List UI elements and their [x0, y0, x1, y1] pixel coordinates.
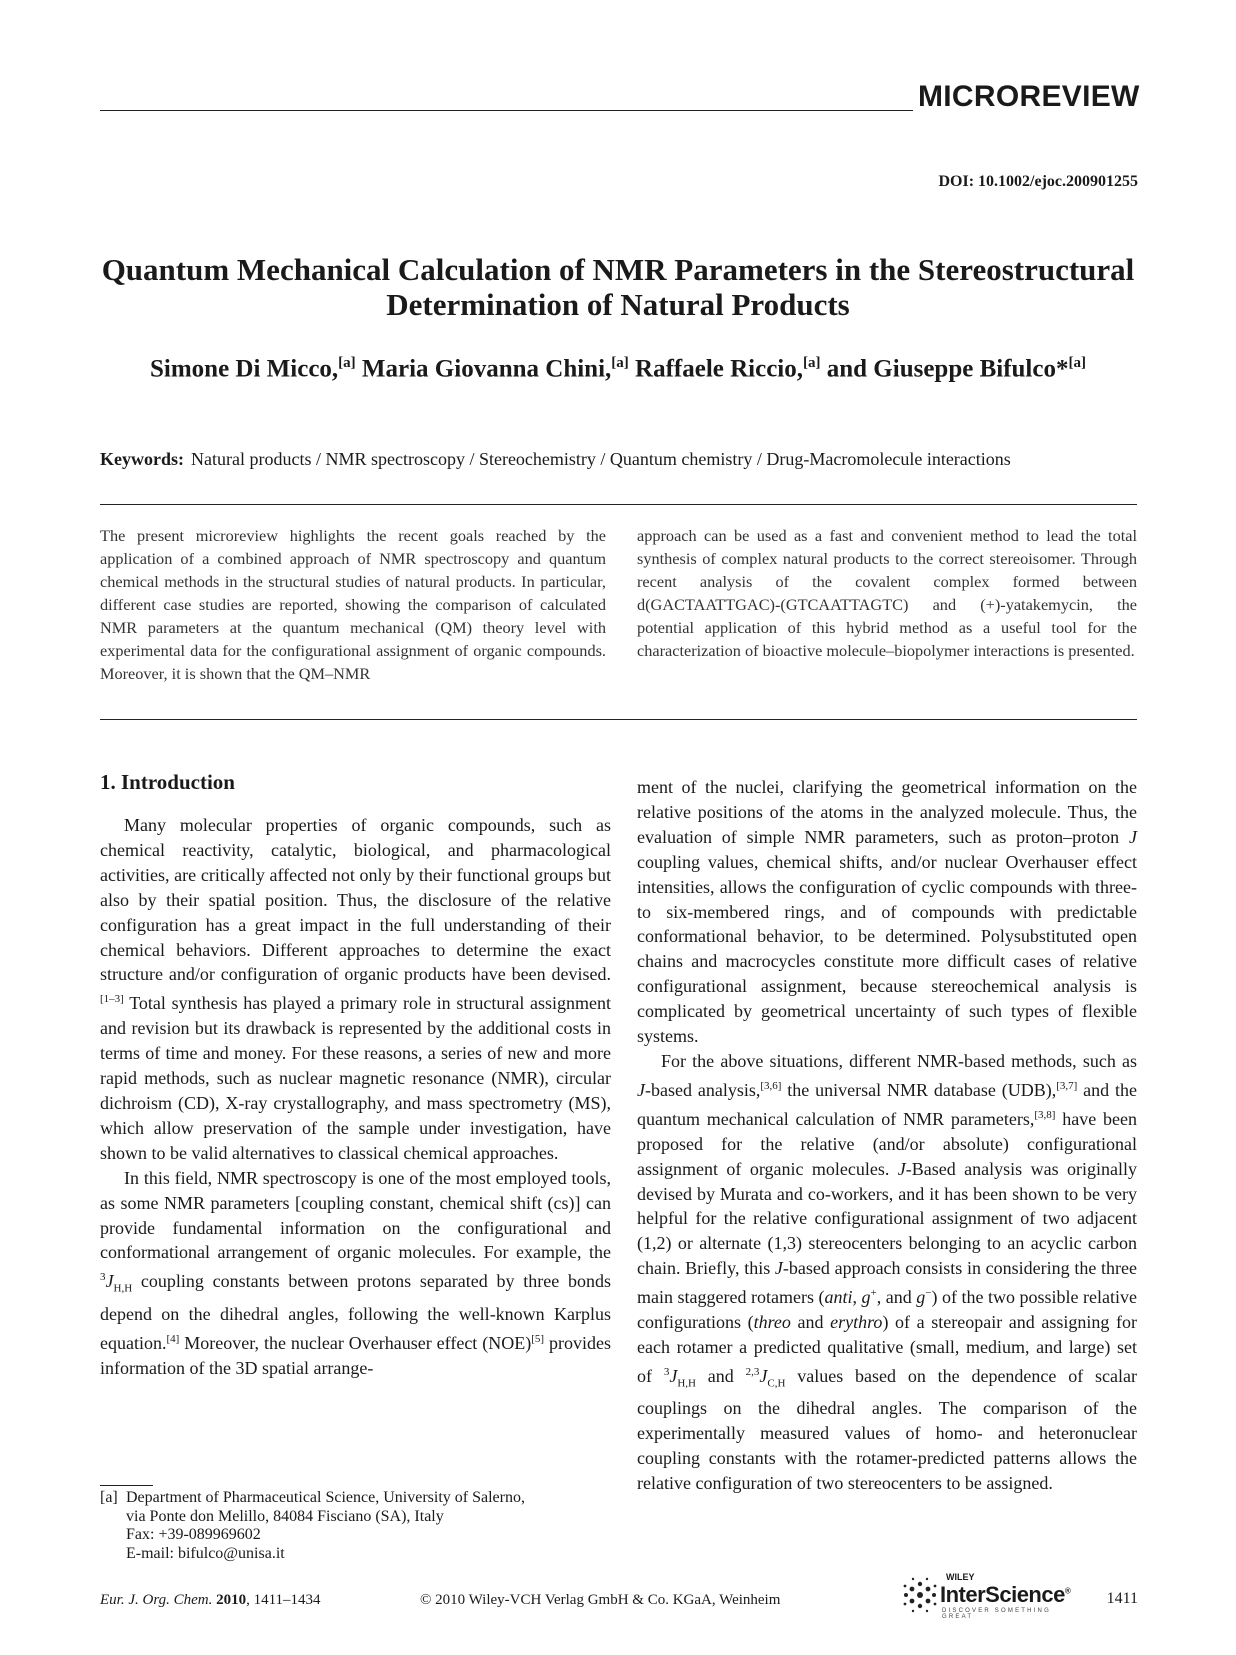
- section-heading: 1. Introduction: [100, 770, 235, 794]
- citation: [1–3]: [100, 993, 124, 1006]
- page-number: 1411: [1106, 1590, 1138, 1607]
- footer-copyright: © 2010 Wiley-VCH Verlag GmbH & Co. KGaA, Weinheim: [420, 1592, 781, 1608]
- keywords-label: Keywords:: [100, 449, 184, 469]
- footer-journal-citation: [100, 1592, 321, 1609]
- logo-brand-text: InterScience®: [940, 1582, 1071, 1607]
- author-affiliation: [a]: [803, 355, 821, 371]
- logo-tagline: DISCOVER SOMETHING GREAT: [942, 1608, 1051, 1620]
- footnote-email: E-mail: bifulco@unisa.it: [126, 1544, 285, 1562]
- footnote-line: Fax: +39-089969602: [126, 1526, 261, 1543]
- citation: [4]: [166, 1332, 180, 1345]
- author-name: Raffaele Riccio,: [635, 355, 803, 383]
- journal-year: 2010: [216, 1592, 247, 1608]
- title-line-1: Quantum Mechanical Calculation of NMR Parameters in the Stereostructural: [101, 252, 1135, 287]
- doi: DOI: 10.1002/ejoc.200901255: [938, 173, 1138, 190]
- abstract-top-rule: [100, 504, 1137, 505]
- title-line-2: Determination of Natural Products: [386, 287, 850, 322]
- author-list: [100, 355, 1136, 383]
- interscience-globe-icon: [900, 1576, 940, 1614]
- paragraph: Many molecular properties of organic compounds, such as chemical reactivity, catalytic, biological, and pharmacological activities, are critically affected not only by their functional groups but also by their spatial position. Thus, the disclosure of the relative configuration has a great impact in the full understanding of their chemical behaviors. Different approaches to determine the exact structure and/or configuration of organic products have been devised.[1–3] Total synthesis has played a primary role in structural assignment and revision but its drawback is represented by the additional costs in terms of time and money. For these reasons, a series of new and more rapid methods, such as nuclear magnetic resonance (NMR), circular dichroism (CD), X-ray crystallography, and mass spectrometry (MS), which allow preservation of the sample under investigation, have shown to be valid alternatives to classical chemical approaches.: [100, 815, 611, 1163]
- logo-wiley-text: WILEY: [946, 1572, 975, 1582]
- journal-name: Eur. J. Org. Chem.: [100, 1592, 213, 1608]
- header-rule: [100, 110, 913, 111]
- author-affiliation: [a]: [338, 355, 356, 371]
- body-right-column: [637, 775, 1137, 1496]
- body-left-column: [100, 813, 611, 1381]
- citation: [3,7]: [1056, 1079, 1078, 1092]
- keywords-text: Natural products / NMR spectroscopy / Stereochemistry / Quantum chemistry / Drug-Macromolecule interactions: [191, 449, 1011, 469]
- abstract-left-column: The present microreview highlights the recent goals reached by the application of a combined approach of NMR spectroscopy and quantum chemical methods in the structural studies of natural products. In particular, different case studies are reported, showing the comparison of calculated NMR parameters at the quantum mechanical (QM) theory level with experimental data for the configurational assignment of organic compounds. Moreover, it is shown that the QM–NMR: [100, 526, 606, 683]
- citation: [3,6]: [760, 1079, 782, 1092]
- section-label: MICROREVIEW: [918, 80, 1140, 113]
- affiliation-footnote: [100, 1489, 620, 1563]
- footnote-line: Department of Pharmaceutical Science, University of Salerno,: [126, 1489, 525, 1506]
- author-name: Simone Di Micco,: [150, 355, 339, 383]
- footnote-line: via Ponte don Melillo, 84084 Fisciano (SA), Italy: [126, 1507, 444, 1525]
- abstract-bottom-rule: [100, 719, 1137, 720]
- author-name: Maria Giovanna Chini,: [361, 355, 612, 383]
- footnote-mark: [a]: [100, 1489, 118, 1506]
- citation: [3,8]: [1034, 1108, 1056, 1121]
- author-name: and Giuseppe Bifulco*: [826, 355, 1069, 383]
- paragraph: In this field, NMR spectroscopy is one of the most employed tools, as some NMR parameters [coupling constant, chemical shift (cs)] can provide fundamental information on the configurational and conformational arrangement of organic molecules. For example, the $^3J_{H,H}$ coupling constants between protons separated by three bonds depend on the dihedral angles, following the well-known Karplus equation.[4] Moreover, the nuclear Overhauser effect (NOE)[5] provides information of the 3D spatial arrange-: [100, 1167, 611, 1378]
- author-affiliation: [a]: [611, 355, 629, 371]
- article-title: [100, 252, 1136, 322]
- footnote-rule: [100, 1485, 153, 1486]
- citation: [5]: [531, 1332, 545, 1345]
- interscience-logo: [900, 1572, 1071, 1620]
- keywords: [100, 447, 1137, 472]
- author-affiliation: [a]: [1068, 355, 1086, 371]
- paragraph: ment of the nuclei, clarifying the geometrical information on the relative positions of the atoms in the analyzed molecule. Thus, the evaluation of simple NMR parameters, such as proton–proton J coupling values, chemical shifts, and/or nuclear Overhauser effect intensities, allows the configuration of cyclic compounds with three- to six-membered rings, and of compounds with predictable conformational behavior, to be determined. Polysubstituted open chains and macrocycles constitute more difficult cases of relative configurational assignment, because stereochemical analysis is complicated by geometrical uncertainty of such types of flexible systems.: [637, 777, 1137, 1047]
- abstract-right-column: approach can be used as a fast and convenient method to lead the total synthesis of complex natural products to the correct stereoisomer. Through recent analysis of the covalent complex formed between d(GACTAATTGAC)-(GTCAATTAGTC) and (+)-yatakemycin, the potential application of this hybrid method as a useful tool for the characterization of bioactive molecule–biopolymer interactions is presented.: [637, 526, 1137, 660]
- journal-pages: , 1411–1434: [246, 1592, 321, 1608]
- paragraph: For the above situations, different NMR-based methods, such as J-based analysis,[3,6] the universal NMR database (UDB),[3,7] and the quantum mechanical calculation of NMR parameters,[3,8] have been proposed for the relative (and/or absolute) configurational assignment of organic molecules. J-Based analysis was originally devised by Murata and co-workers, and it has been shown to be very helpful for the relative configurational assignment of two adjacent (1,2) or alternate (1,3) stereocenters belonging to an acyclic carbon chain. Briefly, this J-based approach consists in considering the three main staggered rotamers (anti, g+, and g−) of the two possible relative configurations (threo and erythro) of a stereopair and assigning for each rotamer a predicted qualitative (small, medium, and large) set of $^3J_{H,H}$ and $^{2,3}J_{C,H}$ values based on the dependence of scalar couplings on the dihedral angles. The comparison of the experimentally measured values of homo- and heteronuclear coupling constants with the rotamer-predicted patterns allows the relative configuration of two stereocenters to be assigned.: [637, 1050, 1137, 1494]
